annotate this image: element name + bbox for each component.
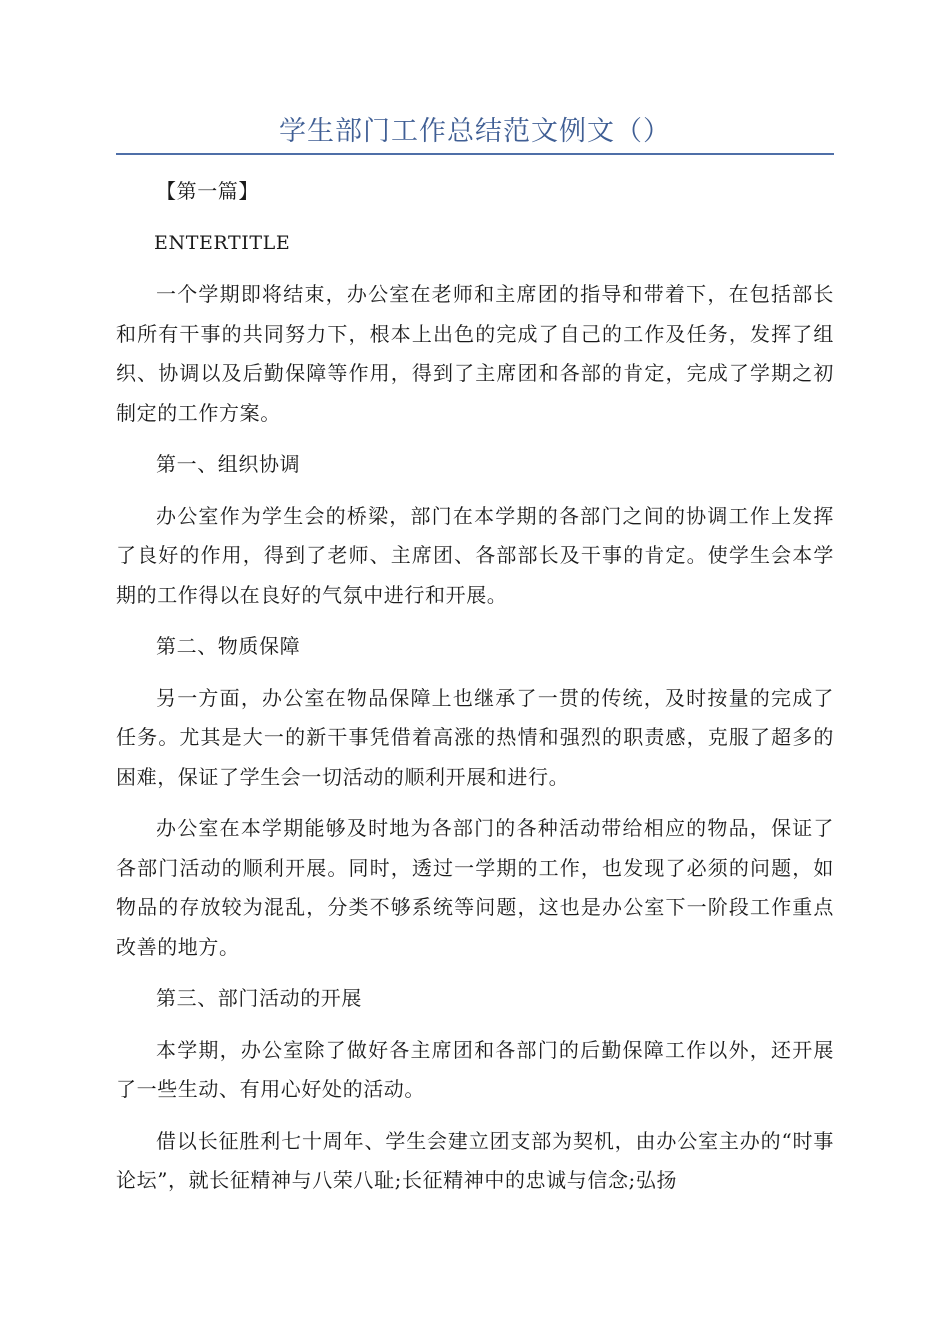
section-label: 【第一篇】 — [156, 179, 259, 203]
paragraph-material-support: 另一方面，办公室在物品保障上也继承了一贯的传统，及时按量的完成了任务。尤其是大一的新干事凭借着高涨的热情和强烈的职责感，克服了超多的困难，保证了学生会一切活动的顺利开展和进行。 — [116, 685, 834, 789]
heading-activities: 第三、部门活动的开展 — [156, 986, 362, 1010]
title-underline — [116, 153, 834, 155]
paragraph-intro: 一个学期即将结束，办公室在老师和主席团的指导和带着下，在包括部长和所有干事的共同努力下，根本上出色的完成了自己的工作及任务，发挥了组织、协调以及后勤保障等作用，得到了主席团和各部的肯定，完成了学期之初制定的工作方案。 — [116, 282, 834, 425]
heading-organization: 第一、组织协调 — [156, 452, 301, 476]
paragraph-activities: 本学期，办公室除了做好各主席团和各部门的后勤保障工作以外，还开展了一些生动、有用心好处的活动。 — [116, 1037, 834, 1101]
document-title: 学生部门工作总结范文例文（） — [279, 116, 671, 147]
heading-material-support: 第二、物质保障 — [156, 634, 301, 658]
paragraph-forum: 借以长征胜利七十周年、学生会建立团支部为契机，由办公室主办的“时事论坛”，就长征精神与八荣八耻;长征精神中的忠诚与信念;弘扬 — [116, 1128, 834, 1192]
paragraph-organization: 办公室作为学生会的桥梁，部门在本学期的各部门之间的协调工作上发挥了良好的作用，得到了老师、主席团、各部部长及干事的肯定。使学生会本学期的工作得以在良好的气氛中进行和开展。 — [116, 503, 834, 607]
placeholder-text: ENTERTITLE — [154, 231, 291, 254]
document-body — [116, 172, 834, 1213]
paragraph-supplies: 办公室在本学期能够及时地为各部门的各种活动带给相应的物品，保证了各部门活动的顺利开展。同时，透过一学期的工作，也发现了必须的问题，如物品的存放较为混乱，分类不够系统等问题，这也是办公室下一阶段工作重点改善的地方。 — [116, 816, 834, 959]
